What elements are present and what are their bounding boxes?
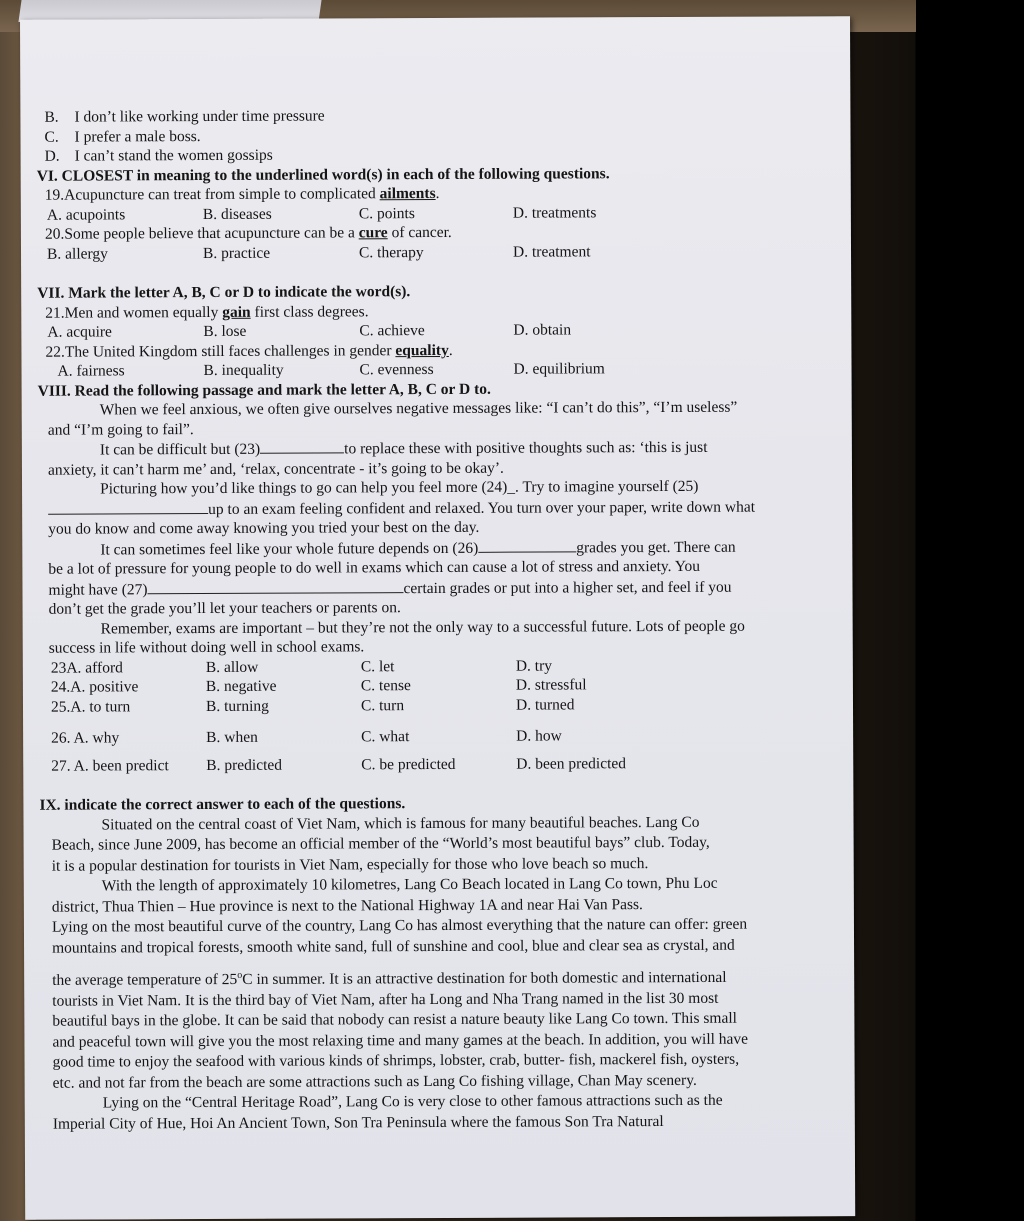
- passage-line: up to an exam feeling confident and relaxed. You turn over your paper, write down what: [48, 496, 838, 520]
- passage-line: beautiful bays in the globe. It can be said that nobody can resist a nature beauty like Lang Co town. This small: [52, 1009, 737, 1030]
- section-9-title: IX. indicate the correct answer to each of the questions.: [39, 795, 406, 814]
- passage-line: anxiety, it can’t harm me’ and, ‘relax, concentrate - it’s going to be okay’.: [47, 459, 504, 479]
- passage-line: don’t get the grade you’ll let your teachers or parents on.: [48, 599, 401, 618]
- passage-line: district, Thua Thien – Hue province is next to the National Highway 1A and near Hai Van Pass.: [51, 895, 643, 916]
- passage-line: When we feel anxious, we often give ourselves negative messages like: “I can’t do this”, “I’m useless”: [99, 398, 738, 419]
- options-24: 24.A. positive B. negative C. tense D. stressful: [50, 676, 587, 696]
- passage-line: be a lot of pressure for young people to do well in exams which can cause a lot of stress and anxiety. You: [48, 557, 700, 578]
- blank-26: [478, 537, 576, 552]
- previous-question-options: [44, 104, 836, 166]
- section-8-title: VIII. Read the following passage and mark the letter A, B, C or D to.: [37, 380, 491, 400]
- passage-line: and peaceful town will give you the most relaxing time and many games at the beach. In addition, you will have: [52, 1030, 749, 1051]
- options-23: 23A. afford B. allow C. let D. try: [50, 656, 553, 677]
- blank-27: [147, 578, 403, 594]
- option-line: B. I don’t like working under time pressure: [44, 107, 325, 126]
- passage-line: Lying on the most beautiful curve of the country, Lang Co has almost everything that the nature can offer: green: [51, 915, 748, 936]
- question-22: 22.The United Kingdom still faces challenges in gender equality.: [45, 341, 453, 361]
- reading-passage-8: [38, 397, 839, 658]
- passage-line: tourists in Viet Nam. It is the third bay of Viet Nam, after ha Long and Nha Trang named in the list 30 most: [52, 989, 719, 1010]
- question-20: 20.Some people believe that acupuncture can be a cure of cancer.: [44, 223, 452, 243]
- blank-23: [260, 438, 344, 453]
- section-6-title: VI. CLOSEST in meaning to the underlined word(s) in each of the following questions.: [36, 164, 610, 185]
- passage-line: It can be difficult but (23) to replace these with positive thoughts such as: ‘this is just: [99, 438, 708, 459]
- blank-25: [48, 498, 208, 514]
- section-7-title: VII. Mark the letter A, B, C or D to indicate the word(s).: [37, 283, 411, 302]
- passage-line: the average temperature of 25$^o$C in summer. It is an attractive destination for both domestic and international: [52, 968, 727, 989]
- passage-line: you do know and come away knowing you tried your best on the day.: [48, 518, 480, 538]
- options-25: 25.A. to turn B. turning C. turn D. turned: [50, 695, 575, 716]
- answer-options-23-27: [51, 655, 840, 776]
- question-19: 19.Acupuncture can treat from simple to complicated ailments.: [44, 184, 440, 204]
- options-26: 26. A. why B. when C. what D. how: [51, 727, 562, 747]
- passage-line: might have (27) certain grades or put into a higher set, and feel if you: [48, 578, 732, 599]
- passage-line: Remember, exams are important – but they’re not the only way to a successful future. Lots of people go: [100, 617, 745, 637]
- black-margin: [916, 0, 1024, 1221]
- passage-line: success in life without doing well in school exams.: [48, 638, 365, 657]
- question-21-options: A. acquire B. lose C. achieve D. obtain: [47, 321, 572, 341]
- passage-line: it is a popular destination for tourists in Viet Nam, especially for those who love beach so much.: [51, 854, 649, 875]
- question-22-options: A. fairness B. inequality C. evenness D. equilibrium: [57, 360, 605, 380]
- worksheet-content: [36, 104, 840, 1135]
- passage-line: etc. and not far from the beach are some attractions such as Lang Co fishing village, Chan May scenery.: [52, 1071, 697, 1092]
- passage-line: With the length of approximately 10 kilometres, Lang Co Beach located in Lang Co town, Phu Loc: [101, 874, 718, 895]
- passage-line: good time to enjoy the seafood with various kinds of shrimps, lobster, crab, butter- fish, mackerel fish, oysters,: [52, 1050, 740, 1071]
- passage-line: Imperial City of Hue, Hoi An Ancient Town, Son Tra Peninsula where the famous Son Tra Natural: [52, 1112, 664, 1133]
- question-19-options: A. acupoints B. diseases C. points D. treatments: [46, 203, 597, 224]
- passage-line: mountains and tropical forests, smooth white sand, full of sunshine and cool, blue and clear sea as crystal, and: [52, 936, 735, 957]
- passage-line: It can sometimes feel like your whole future depends on (26) grades you get. There can: [100, 538, 736, 558]
- worksheet-page: [20, 16, 855, 1220]
- reading-passage-9: [39, 812, 840, 1135]
- passage-line: and “I’m going to fail”.: [47, 420, 194, 439]
- question-21: 21.Men and women equally gain first class degrees.: [45, 302, 369, 322]
- passage-line: Beach, since June 2009, has become an official member of the “World’s most beautiful bays” club. Today,: [51, 833, 710, 854]
- option-line: D. I can’t stand the women gossips: [44, 146, 273, 165]
- options-27: 27. A. been predict B. predicted C. be predicted D. been predicted: [51, 754, 627, 775]
- passage-line: Situated on the central coast of Viet Nam, which is famous for many beautiful beaches. Lang Co: [101, 813, 700, 833]
- option-line: C. I prefer a male boss.: [44, 127, 201, 146]
- question-20-options: B. allergy B. practice C. therapy D. treatment: [46, 242, 591, 263]
- passage-line: Lying on the “Central Heritage Road”, Lang Co is very close to other famous attractions such as the: [102, 1091, 723, 1112]
- passage-line: Picturing how you’d like things to go can help you feel more (24)_. Try to imagine yourself (25): [100, 477, 699, 498]
